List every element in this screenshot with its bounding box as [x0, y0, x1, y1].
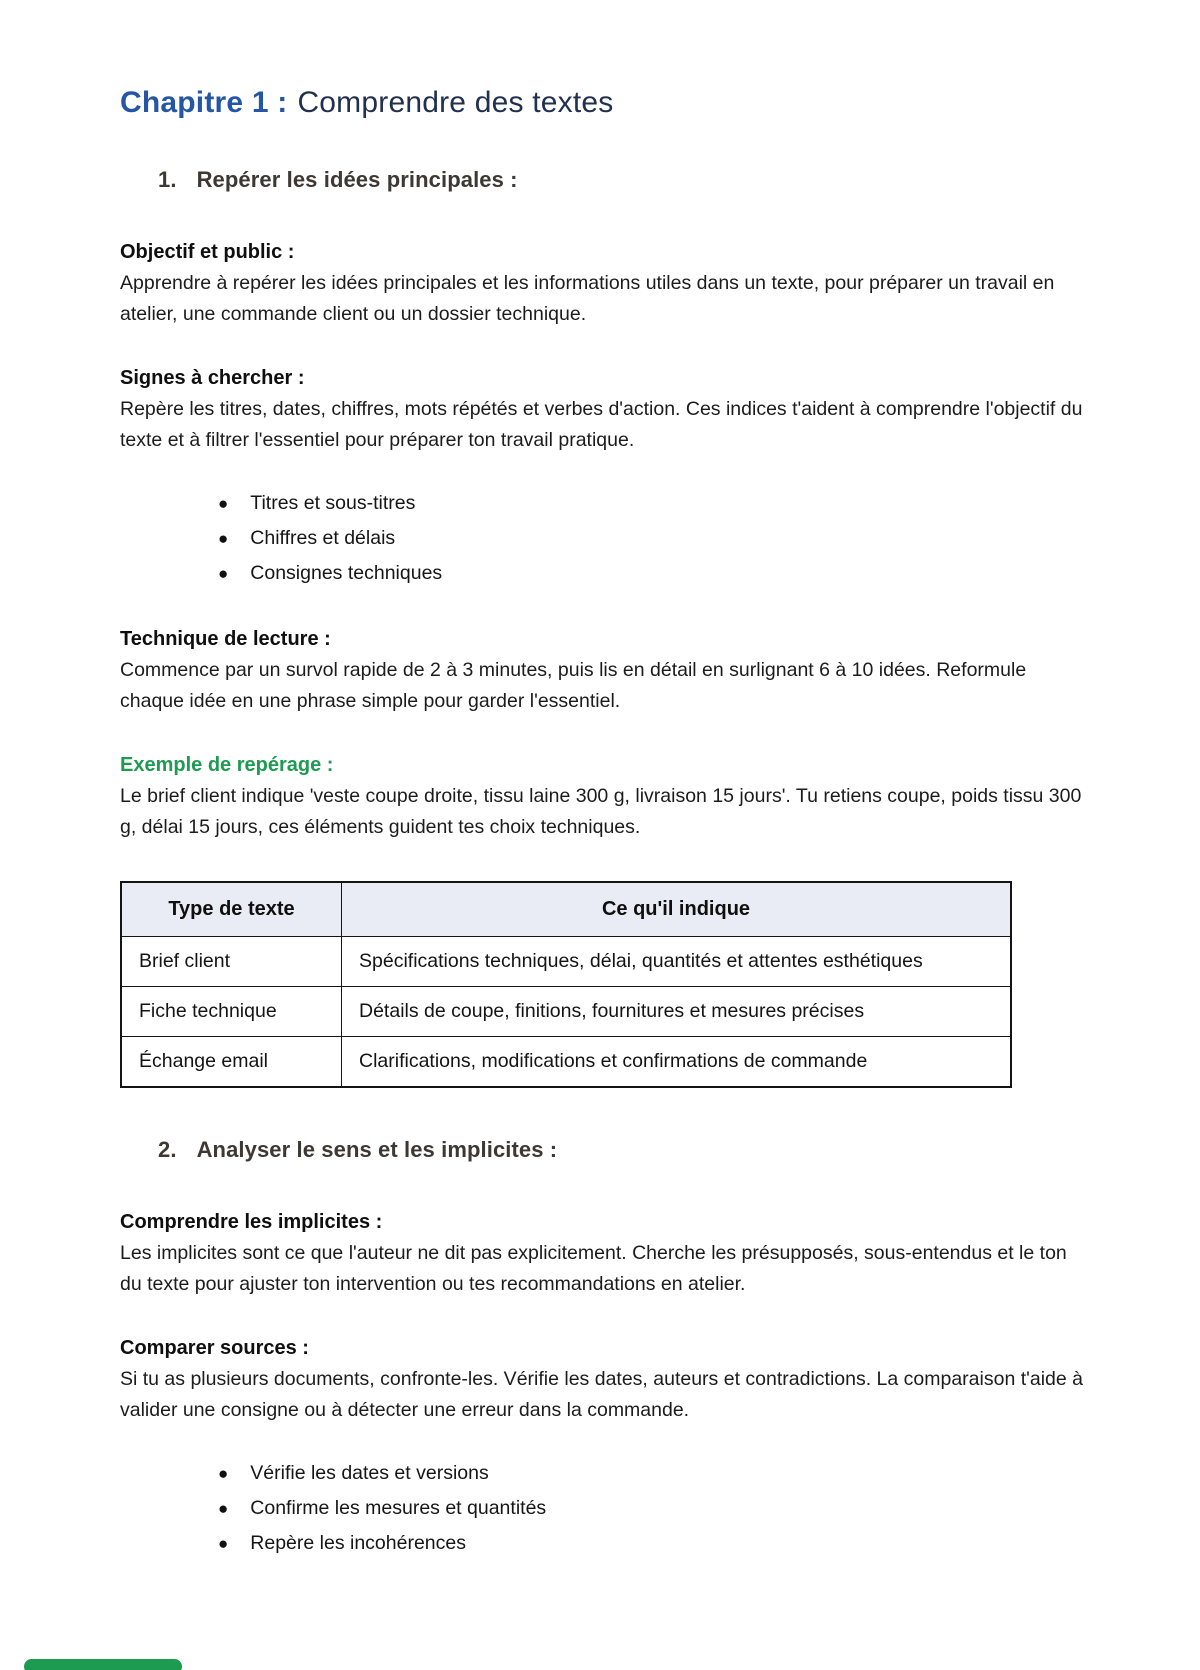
table-cell: Clarifications, modifications et confirmations de commande: [342, 1037, 1012, 1088]
table-header-type: Type de texte: [121, 882, 342, 937]
section-1-heading-text: Repérer les idées principales :: [196, 167, 518, 192]
table-cell: Détails de coupe, finitions, fournitures et mesures précises: [342, 987, 1012, 1037]
block-signes: [120, 362, 1085, 456]
list-item-label: Confirme les mesures et quantités: [250, 1497, 547, 1519]
block-signes-label: Signes à chercher :: [120, 367, 305, 389]
list-item-label: Vérifie les dates et versions: [250, 1462, 489, 1484]
bullet-icon: ●: [218, 1499, 229, 1518]
list-item-label: Titres et sous-titres: [250, 492, 416, 514]
block-exemple-text: Le brief client indique 'veste coupe droite, tissu laine 300 g, livraison 15 jours'. Tu retiens coupe, poids tissu 300 g, délai 15 jours, ces éléments guident tes choix techniques.: [120, 785, 1082, 838]
block-exemple: [120, 749, 1085, 843]
chapter-title-prefix: Chapitre 1 :: [120, 86, 288, 119]
block-exemple-label: Exemple de repérage :: [120, 754, 334, 776]
block-signes-text: Repère les titres, dates, chiffres, mots répétés et verbes d'action. Ces indices t'aident à comprendre l'objectif du texte et à filtrer l'essentiel pour préparer ton travail pratique.: [120, 398, 1083, 451]
bullet-list-comparer: [120, 1458, 1085, 1559]
block-objectif-text: Apprendre à repérer les idées principales et les informations utiles dans un texte, pour préparer un travail en atelier, une commande client ou un dossier technique.: [120, 272, 1055, 325]
table-cell: Échange email: [121, 1037, 342, 1088]
chapter-title: [120, 84, 1085, 122]
block-comprendre: [120, 1206, 1085, 1300]
block-technique-text: Commence par un survol rapide de 2 à 3 minutes, puis lis en détail en surlignant 6 à 10 idées. Reformule chaque idée en une phrase simple pour garder l'essentiel.: [120, 659, 1027, 712]
bullet-icon: ●: [218, 494, 229, 513]
table-row: [121, 937, 1011, 987]
chapter-title-text: Comprendre des textes: [297, 86, 614, 119]
section-2-heading-text: Analyser le sens et les implicites :: [196, 1137, 558, 1162]
block-comparer-label: Comparer sources :: [120, 1337, 309, 1359]
section-1-heading: [120, 166, 1085, 194]
block-comprendre-text: Les implicites sont ce que l'auteur ne dit pas explicitement. Cherche les présupposés, sous-entendus et le ton du texte pour ajuster ton intervention ou tes recommandations en atelier.: [120, 1242, 1067, 1295]
table-row: [121, 1037, 1011, 1088]
block-comparer-text: Si tu as plusieurs documents, confronte-les. Vérifie les dates, auteurs et contradictions. La comparaison t'aide à valider une consigne ou à détecter une erreur dans la commande.: [120, 1368, 1083, 1421]
block-comparer: [120, 1332, 1085, 1426]
list-item: [218, 523, 1085, 554]
bullet-icon: ●: [218, 529, 229, 548]
list-item-label: Chiffres et délais: [250, 527, 396, 549]
section-1-number: 1.: [158, 167, 177, 192]
block-objectif: [120, 236, 1085, 330]
section-2-number: 2.: [158, 1137, 177, 1162]
table-cell: Spécifications techniques, délai, quantités et attentes esthétiques: [342, 937, 1012, 987]
section-2-heading: [120, 1136, 1085, 1164]
table-header-indique: Ce qu'il indique: [342, 882, 1012, 937]
table-cell: Fiche technique: [121, 987, 342, 1037]
list-item-label: Consignes techniques: [250, 562, 443, 584]
list-item: [218, 1528, 1085, 1559]
list-item: [218, 1493, 1085, 1524]
table-header-row: [121, 882, 1011, 937]
block-objectif-label: Objectif et public :: [120, 241, 295, 263]
block-technique-label: Technique de lecture :: [120, 628, 331, 650]
bullet-icon: ●: [218, 1464, 229, 1483]
block-comprendre-label: Comprendre les implicites :: [120, 1211, 383, 1233]
block-technique: [120, 623, 1085, 717]
bullet-list-reperage: [120, 488, 1085, 589]
list-item: [218, 488, 1085, 519]
bullet-icon: ●: [218, 1534, 229, 1553]
table-cell: Brief client: [121, 937, 342, 987]
list-item: [218, 558, 1085, 589]
text-types-table: [120, 881, 1012, 1088]
table-row: [121, 987, 1011, 1037]
bullet-icon: ●: [218, 564, 229, 583]
list-item: [218, 1458, 1085, 1489]
list-item-label: Repère les incohérences: [250, 1532, 466, 1554]
next-section-accent-bar: [24, 1659, 182, 1670]
